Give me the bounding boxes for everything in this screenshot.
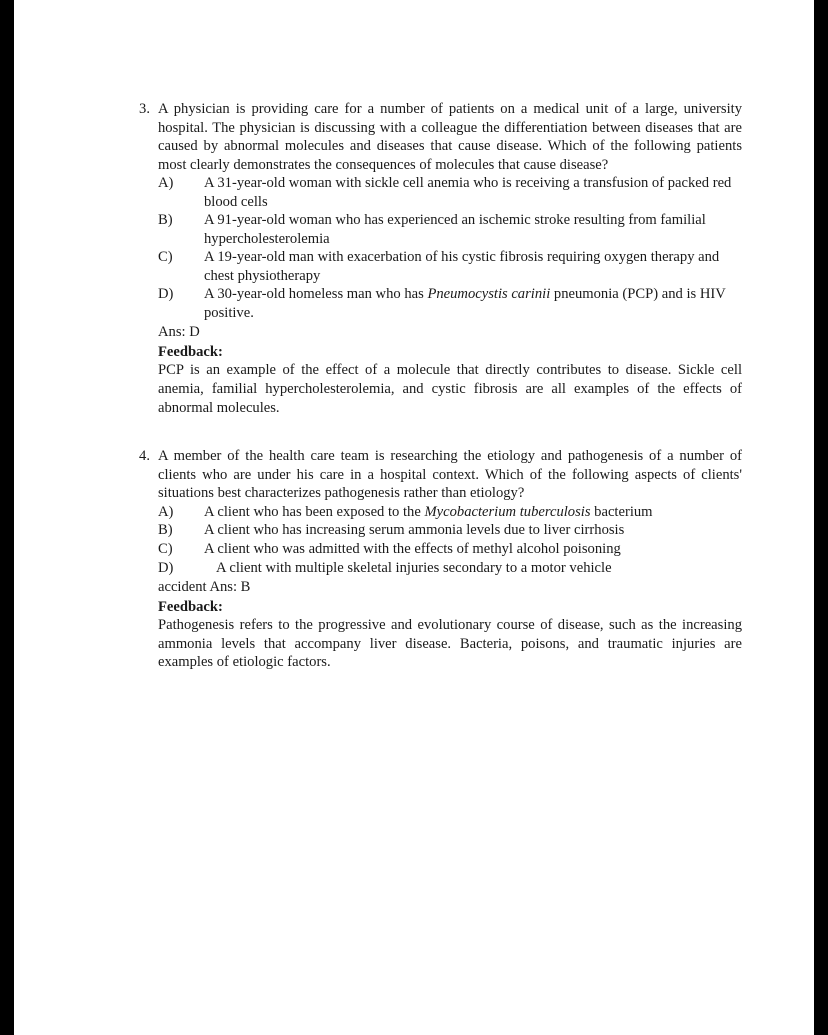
choice-text: A 19-year-old man with exacerbation of his cystic fibrosis requiring oxygen therapy and chest physiotherapy (204, 249, 720, 284)
feedback-text: Pathogenesis refers to the progressive and evolutionary course of disease, such as the increasing ammonia levels that accompany liver disease. Bacteria, poisons, and traumatic injuries are examples of etiologic factors. (158, 617, 742, 671)
choice-text: A client who was admitted with the effects of methyl alcohol poisoning (204, 540, 621, 557)
document-page (14, 0, 814, 1035)
question-body (158, 447, 742, 672)
choice-item[interactable] (158, 521, 742, 540)
choice-italic-term: Pneumocystis carinii (427, 286, 551, 303)
choice-letter: B) (158, 522, 173, 539)
choice-italic-term: Mycobacterium tuberculosis (424, 503, 591, 520)
answer-line: accident Ans: B (158, 579, 251, 596)
document-content (132, 100, 742, 672)
feedback-label: Feedback: (158, 343, 223, 360)
question-spacer (132, 417, 742, 447)
question-block (132, 447, 742, 672)
choice-letter: C) (158, 540, 173, 557)
choice-item[interactable] (158, 174, 742, 211)
choice-letter: B) (158, 212, 173, 229)
choice-letter: D) (158, 559, 174, 576)
choice-text: A client who has increasing serum ammonia levels due to liver cirrhosis (204, 522, 625, 539)
choice-item[interactable] (158, 559, 742, 578)
choice-text: A client with multiple skeletal injuries secondary to a motor vehicle (216, 559, 612, 576)
choice-item[interactable] (158, 211, 742, 248)
choice-list (158, 174, 742, 322)
choice-letter: D) (158, 286, 174, 303)
answer-line: Ans: D (158, 324, 200, 341)
choice-letter: A) (158, 175, 174, 192)
choice-item[interactable] (158, 540, 742, 559)
choice-text: A 91-year-old woman who has experienced an ischemic stroke resulting from familial hypercholesterolemia (204, 212, 706, 247)
question-number: 4. (139, 448, 150, 465)
question-block (132, 100, 742, 417)
choice-item[interactable] (158, 248, 742, 285)
choice-item[interactable] (158, 285, 742, 322)
question-stem: A physician is providing care for a number of patients on a medical unit of a large, university hospital. The physician is discussing with a colleague the differentiation between diseases that are caused by abnormal molecules and diseases that cause disease. Which of the following patients most clearly demonstrates the consequences of molecules that cause disease? (158, 101, 742, 173)
choice-text: A client who has been exposed to the Mycobacterium tuberculosis bacterium (204, 503, 653, 520)
choice-text: A 31-year-old woman with sickle cell anemia who is receiving a transfusion of packed red blood cells (204, 175, 732, 210)
choice-letter: C) (158, 249, 173, 266)
feedback-label: Feedback: (158, 598, 223, 615)
choice-letter: A) (158, 503, 174, 520)
choice-item[interactable] (158, 503, 742, 522)
question-stem: A member of the health care team is researching the etiology and pathogenesis of a number of clients who are under his care in a hospital context. Which of the following aspects of clients' situations best characterizes pathogenesis rather than etiology? (158, 448, 742, 502)
question-number: 3. (139, 101, 150, 117)
choice-text: A 30-year-old homeless man who has Pneumocystis carinii pneumonia (PCP) and is HIV positive. (204, 286, 726, 321)
question-body (158, 100, 742, 417)
choice-list (158, 503, 742, 578)
feedback-text: PCP is an example of the effect of a molecule that directly contributes to disease. Sickle cell anemia, familial hypercholesterolemia, and cystic fibrosis are all examples of the effects of abnormal molecules. (158, 362, 742, 416)
